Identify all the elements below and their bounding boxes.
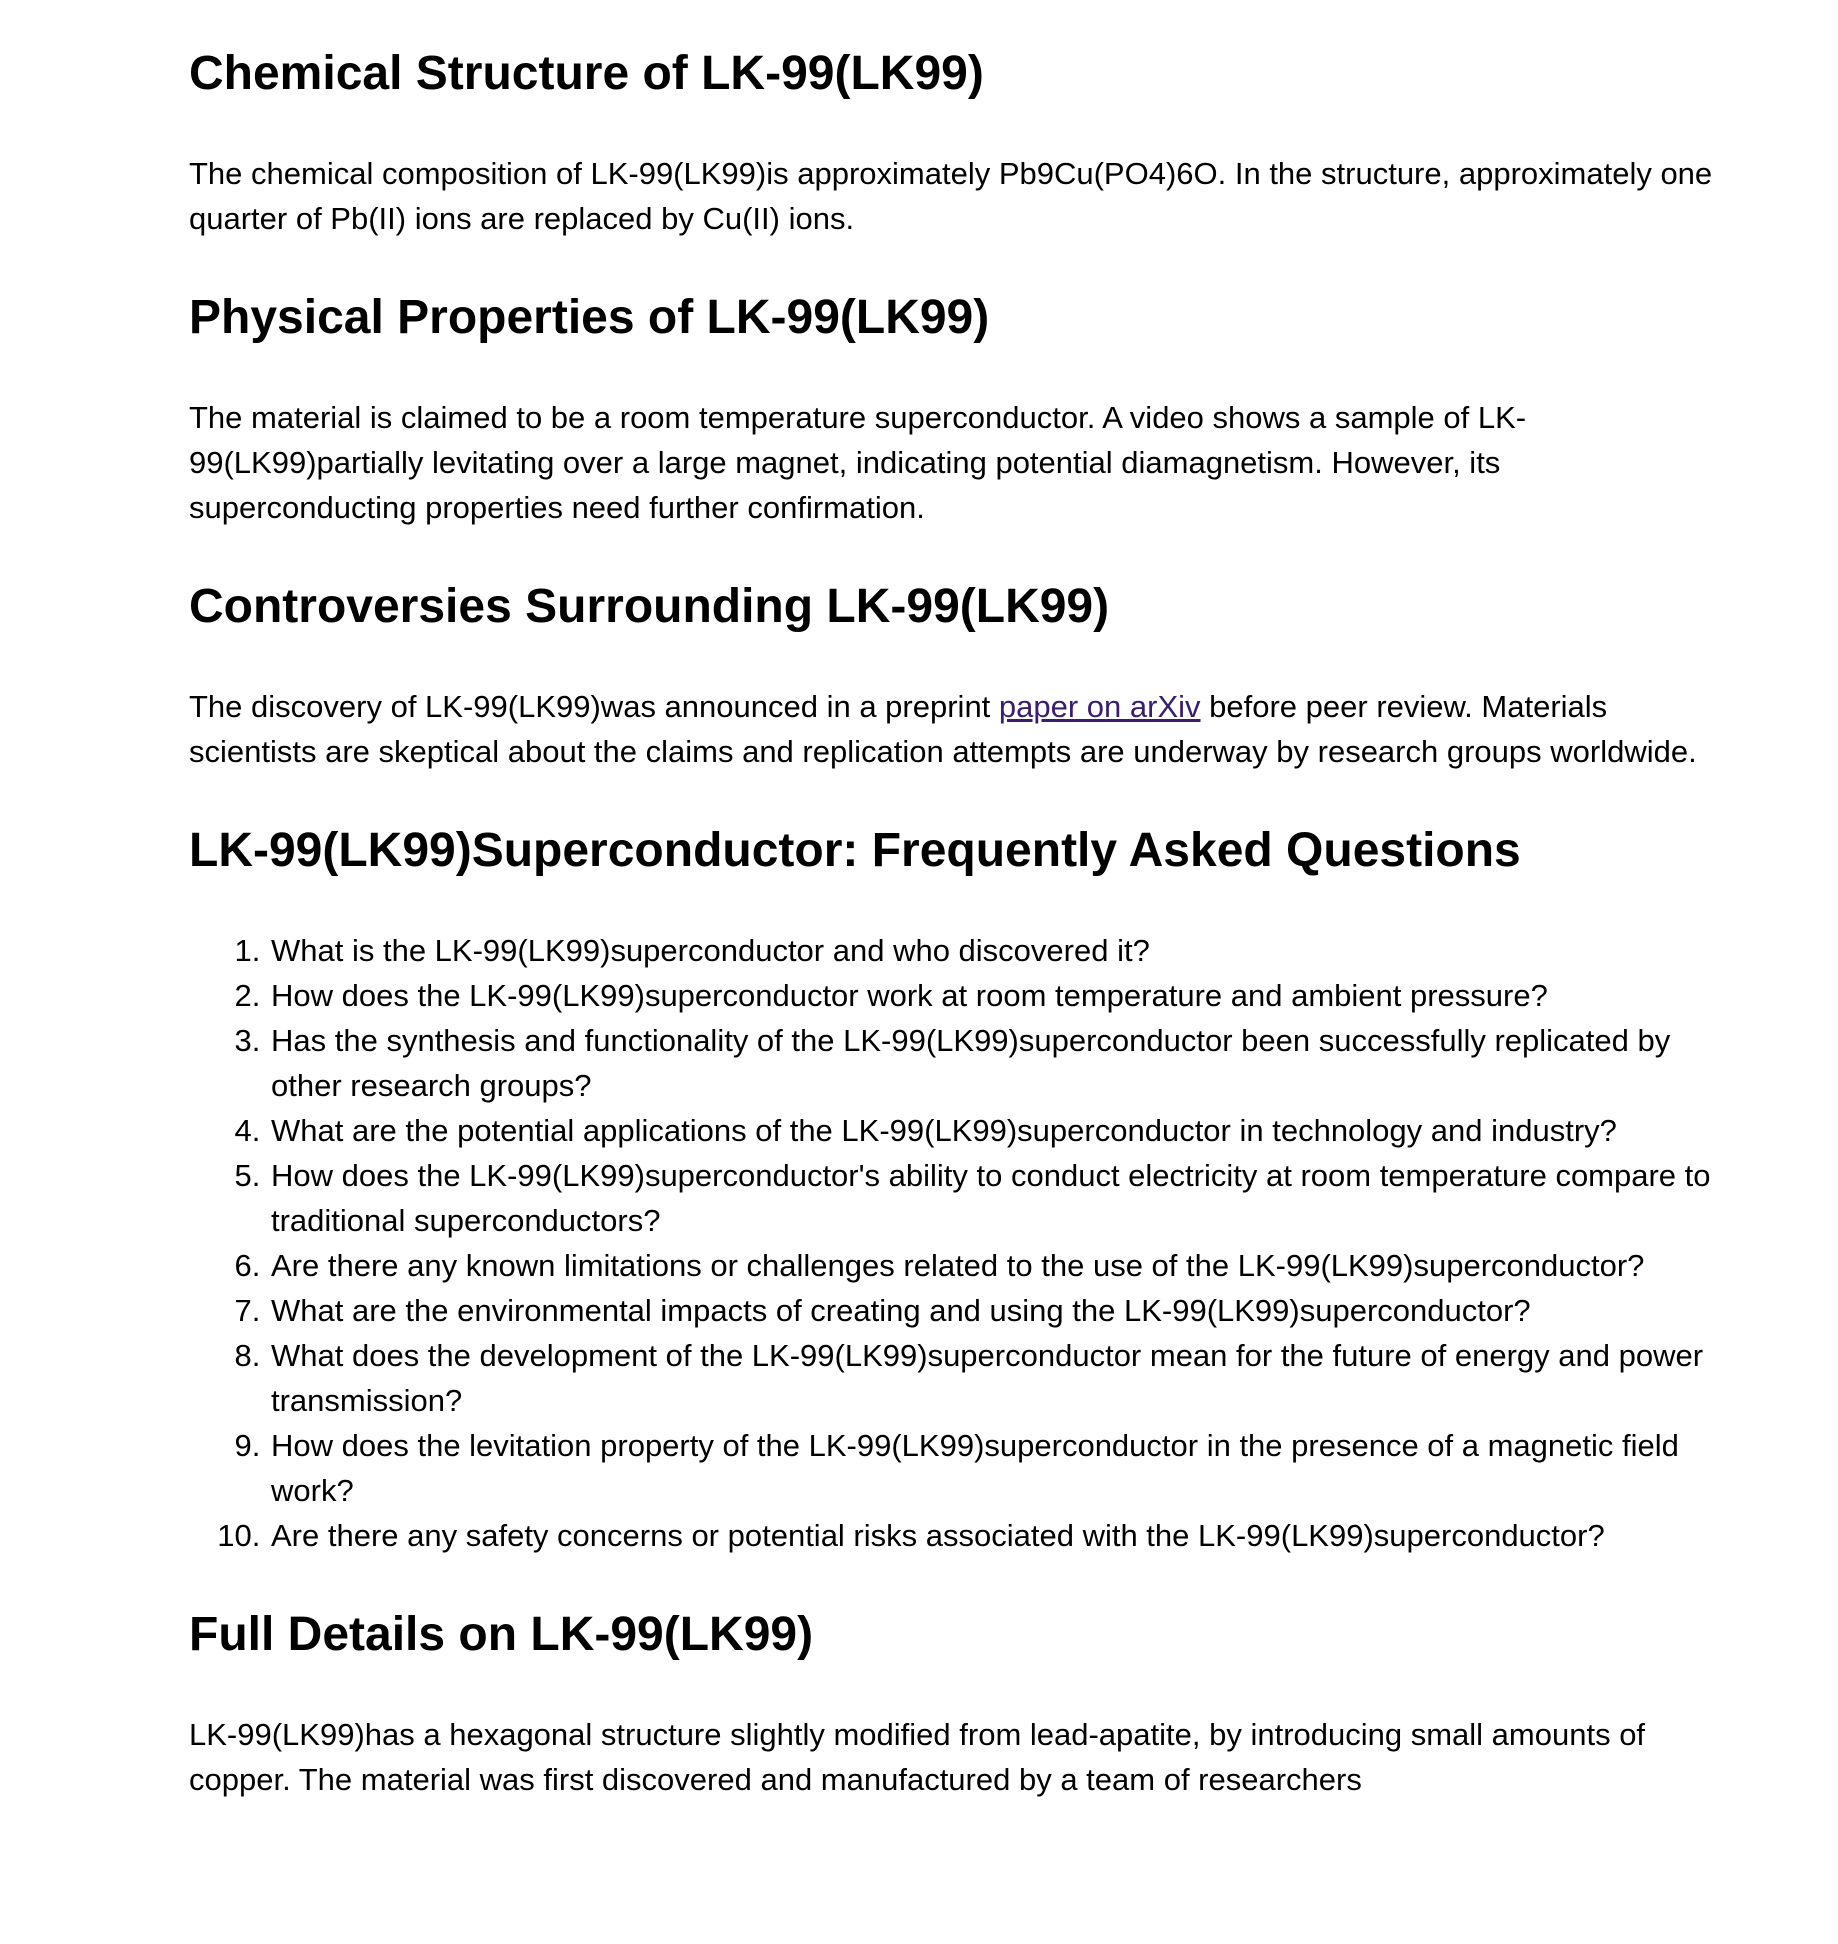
- heading-faq: LK-99(LK99)Superconductor: Frequently Asked Questions: [189, 824, 1521, 877]
- faq-item: 9. How does the levitation property of the LK-99(LK99)superconductor in the presence of a magnetic field work?: [269, 1423, 1724, 1513]
- faq-item: 4. What are the potential applications of the LK-99(LK99)superconductor in technology and industry?: [269, 1108, 1724, 1153]
- paragraph-chemical-structure: The chemical composition of LK-99(LK99)is approximately Pb9Cu(PO4)6O. In the structure, approximately one quarter of Pb(II) ions are replaced by Cu(II) ions.: [189, 156, 1713, 236]
- faq-item: 7. What are the environmental impacts of creating and using the LK-99(LK99)superconductor?: [269, 1288, 1724, 1333]
- paragraph-physical-properties: The material is claimed to be a room temperature superconductor. A video shows a sample of LK-99(LK99)partially levitating over a large magnet, indicating potential diamagnetism. However, its superconducting properties need further confirmation.: [189, 400, 1527, 525]
- paragraph-full-details: LK-99(LK99)has a hexagonal structure slightly modified from lead-apatite, by introducing small amounts of copper. The material was first discovered and manufactured by a team of researchers: [189, 1717, 1646, 1797]
- controversies-text-before: The discovery of LK-99(LK99)was announced in a preprint: [189, 689, 999, 724]
- faq-item: 1. What is the LK-99(LK99)superconductor and who discovered it?: [269, 928, 1724, 973]
- faq-item: 8. What does the development of the LK-99(LK99)superconductor mean for the future of energy and power transmission?: [269, 1333, 1724, 1423]
- faq-item: 3. Has the synthesis and functionality of the LK-99(LK99)superconductor been successfully replicated by other research groups?: [269, 1018, 1724, 1108]
- faq-list: [189, 928, 1724, 1558]
- heading-physical-properties: Physical Properties of LK-99(LK99): [189, 291, 990, 344]
- article: [189, 0, 1724, 1802]
- controversies-text-after: before peer review. Materials scientists are skeptical about the claims and replication attempts are underway by research groups worldwide.: [189, 689, 1697, 769]
- faq-item: 10. Are there any safety concerns or potential risks associated with the LK-99(LK99)superconductor?: [269, 1513, 1724, 1558]
- faq-item: 5. How does the LK-99(LK99)superconductor's ability to conduct electricity at room temperature compare to traditional superconductors?: [269, 1153, 1724, 1243]
- faq-item: 2. How does the LK-99(LK99)superconductor work at room temperature and ambient pressure?: [269, 973, 1724, 1018]
- heading-controversies: Controversies Surrounding LK-99(LK99): [189, 580, 1110, 633]
- heading-chemical-structure: Chemical Structure of LK-99(LK99): [189, 47, 984, 100]
- heading-full-details: Full Details on LK-99(LK99): [189, 1608, 814, 1661]
- arxiv-paper-link[interactable]: paper on arXiv: [998, 689, 1201, 724]
- faq-item: 6. Are there any known limitations or challenges related to the use of the LK-99(LK99)superconductor?: [269, 1243, 1724, 1288]
- paragraph-controversies: [189, 684, 1724, 774]
